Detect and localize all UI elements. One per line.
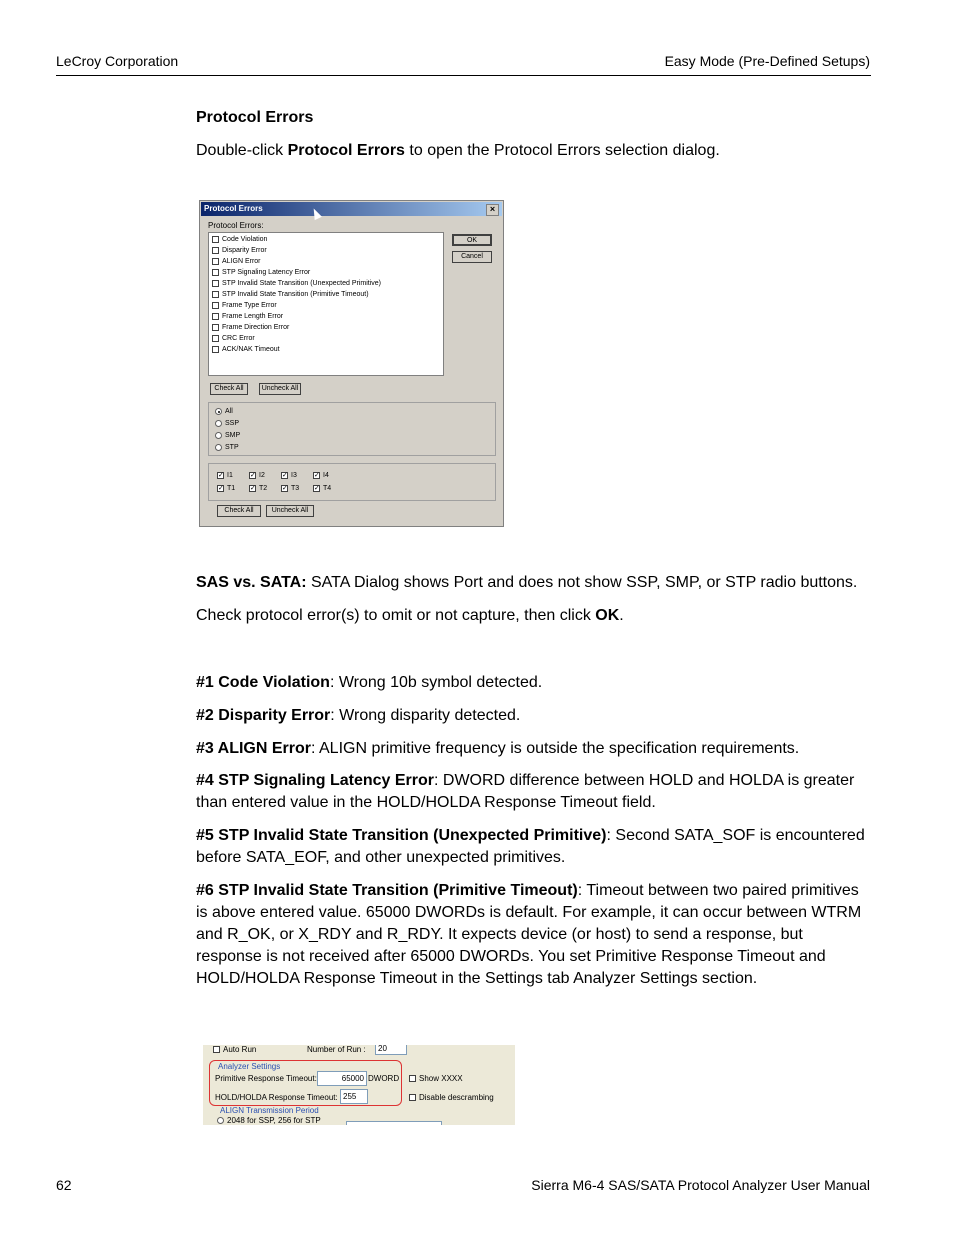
header-section: Easy Mode (Pre-Defined Setups) — [664, 53, 870, 69]
checkbox[interactable] — [212, 302, 219, 309]
port-checkbox-i2[interactable]: ✓ I2 — [250, 472, 265, 479]
holda-timeout-label: HOLD/HOLDA Response Timeout: — [215, 1093, 338, 1102]
cancel-button[interactable]: Cancel — [452, 251, 492, 263]
checkbox[interactable] — [212, 335, 219, 342]
port-checkbox-t4[interactable]: ✓ T4 — [314, 485, 332, 492]
intro-paragraph: Double-click Protocol Errors to open the Protocol Errors selection dialog. — [196, 142, 720, 159]
close-icon[interactable]: × — [486, 204, 499, 216]
port-checkbox-t3[interactable]: ✓ T3 — [282, 485, 300, 492]
definition-stp-timeout: #6 STP Invalid State Transition (Primitive Timeout): Timeout between two paired primitives is above entered value. 65000 DWORDs is default. For example, it can occur between WTRM and R_OK, or X_RDY and R_RDY. It expects device (or host) to send a response, but response is not received after 65000 DWORDs. You set Primitive Response Timeout and HOLD/HOLDA Response Timeout in the Settings tab Analyzer Settings section. — [196, 882, 862, 987]
port-checkbox-t2[interactable]: ✓ T2 — [250, 485, 268, 492]
checkbox[interactable] — [212, 324, 219, 331]
list-item[interactable]: STP Signaling Latency Error — [212, 269, 310, 276]
checkbox[interactable] — [212, 291, 219, 298]
checkbox[interactable] — [212, 280, 219, 287]
port-checkbox-t1[interactable]: ✓ T1 — [218, 485, 236, 492]
list-item[interactable]: Frame Type Error — [212, 302, 277, 309]
footer-title: Sierra M6-4 SAS/SATA Protocol Analyzer User Manual — [531, 1177, 870, 1193]
port-checkbox-i3[interactable]: ✓ I3 — [282, 472, 297, 479]
definition-stp-latency: #4 STP Signaling Latency Error: DWORD difference between HOLD and HOLDA is greater than entered value in the HOLD/HOLDA Response Timeout field. — [196, 772, 855, 811]
radio-stp[interactable]: STP — [215, 444, 239, 451]
holda-timeout-input[interactable]: 255 — [340, 1089, 368, 1104]
protocol-type-group — [208, 402, 496, 456]
disable-descrambling-checkbox[interactable]: Disable descrambing — [409, 1093, 494, 1102]
checkbox[interactable] — [212, 236, 219, 243]
check-instruction: Check protocol error(s) to omit or not capture, then click OK. — [196, 607, 624, 624]
dword-unit: DWORD — [368, 1074, 400, 1083]
port-checkbox-i1[interactable]: ✓ I1 — [218, 472, 233, 479]
checkbox[interactable] — [212, 313, 219, 320]
header-company: LeCroy Corporation — [56, 53, 179, 69]
definition-align-error: #3 ALIGN Error: ALIGN primitive frequency is outside the specification requirements. — [196, 740, 800, 757]
page-number: 62 — [56, 1177, 72, 1193]
primitive-timeout-label: Primitive Response Timeout: — [215, 1074, 317, 1083]
number-of-run-input[interactable]: 20 — [375, 1045, 407, 1055]
header-rule — [56, 75, 871, 76]
list-item[interactable]: Code Violation — [212, 236, 267, 243]
list-item[interactable]: Frame Length Error — [212, 313, 283, 320]
list-item[interactable]: ALIGN Error — [212, 258, 261, 265]
checkbox[interactable] — [212, 269, 219, 276]
analyzer-settings-group-label: Analyzer Settings — [218, 1062, 281, 1071]
list-item[interactable]: ACK/NAK Timeout — [212, 346, 280, 353]
definition-disparity-error: #2 Disparity Error: Wrong disparity detected. — [196, 707, 521, 724]
definition-code-violation: #1 Code Violation: Wrong 10b symbol detected. — [196, 674, 543, 691]
radio-all[interactable]: All — [215, 408, 233, 415]
list-item[interactable]: Frame Direction Error — [212, 324, 289, 331]
protocol-errors-label: Protocol Errors: — [208, 221, 264, 230]
radio-smp[interactable]: SMP — [215, 432, 240, 439]
show-checkbox[interactable]: Show XXXX — [409, 1074, 463, 1083]
definition-stp-unexpected: #5 STP Invalid State Transition (Unexpected Primitive): Second SATA_SOF is encountered before SATA_EOF, and other unexpected primitives. — [196, 827, 865, 866]
list-item[interactable]: CRC Error — [212, 335, 255, 342]
check-all-ports-button[interactable]: Check All — [217, 505, 261, 517]
checkbox[interactable] — [212, 247, 219, 254]
ok-button[interactable]: OK — [452, 234, 492, 246]
check-all-button[interactable]: Check All — [210, 383, 248, 395]
checkbox[interactable] — [212, 346, 219, 353]
align-option-radio[interactable]: 2048 for SSP, 256 for STP — [217, 1116, 321, 1125]
number-of-run-label: Number of Run : — [307, 1045, 366, 1054]
list-item[interactable]: STP Invalid State Transition (Unexpected Primitive) — [212, 280, 381, 287]
uncheck-all-ports-button[interactable]: Uncheck All — [266, 505, 314, 517]
list-item[interactable]: Disparity Error — [212, 247, 267, 254]
auto-run-checkbox[interactable]: Auto Run — [213, 1045, 256, 1054]
section-heading: Protocol Errors — [196, 109, 314, 126]
sas-vs-sata-note: SAS vs. SATA: SATA Dialog shows Port and does not show SSP, SMP, or STP radio buttons. — [196, 574, 858, 591]
checkbox[interactable] — [212, 258, 219, 265]
primitive-timeout-input[interactable]: 65000 — [317, 1071, 367, 1086]
radio-ssp[interactable]: SSP — [215, 420, 239, 427]
uncheck-all-button[interactable]: Uncheck All — [259, 383, 301, 395]
protocol-errors-dialog — [199, 200, 504, 527]
list-item[interactable]: STP Invalid State Transition (Primitive Timeout) — [212, 291, 369, 298]
align-dropdown[interactable] — [346, 1121, 442, 1125]
analyzer-settings-screenshot — [203, 1045, 515, 1125]
mouse-cursor-icon — [310, 207, 322, 220]
align-transmission-label: ALIGN Transmission Period — [220, 1106, 319, 1115]
ports-group — [208, 463, 496, 501]
port-checkbox-i4[interactable]: ✓ I4 — [314, 472, 329, 479]
dialog-title: Protocol Errors — [204, 204, 263, 213]
protocol-errors-list[interactable] — [208, 232, 444, 376]
dialog-titlebar — [201, 202, 502, 216]
